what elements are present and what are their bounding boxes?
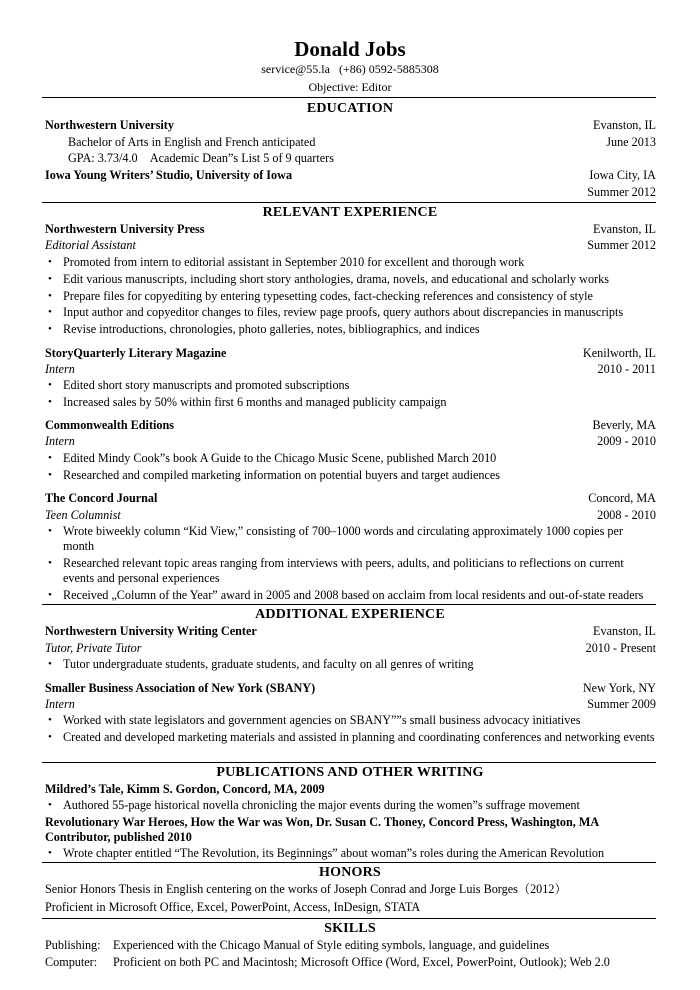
org-location: Beverly, MA <box>592 418 656 432</box>
list-item: • Wrote chapter entitled “The Revolution, its Beginnings” about woman”s roles during the American Revolution <box>63 846 604 861</box>
school-location: Iowa City, IA <box>589 168 656 182</box>
skill-value: Proficient on both PC and Macintosh; Microsoft Office (Word, Excel, PowerPoint, Outlook); Web 2.0 <box>113 955 610 969</box>
list-item: • Edited short story manuscripts and promoted subscriptions <box>63 378 349 393</box>
job-date: 2008 - 2010 <box>597 508 656 522</box>
contact-line <box>0 62 700 77</box>
candidate-name: Donald Jobs <box>294 37 406 61</box>
section-divider <box>42 202 656 203</box>
org-location: Evanston, IL <box>593 222 656 236</box>
job-role: Intern <box>45 697 75 711</box>
job-date: Summer 2009 <box>587 697 656 711</box>
honor-item: Proficient in Microsoft Office, Excel, PowerPoint, Access, InDesign, STATA <box>45 900 421 914</box>
org-name: Smaller Business Association of New York (SBANY) <box>45 681 316 695</box>
skill-label: Computer: <box>45 955 98 969</box>
honor-item: Senior Honors Thesis in English centering on the works of Joseph Conrad and Jorge Luis Borges（2012） <box>45 882 567 896</box>
list-item: • Researched relevant topic areas ranging from interviews with peers, adults, and politicians to reflections on current events and personal experiences <box>63 556 656 586</box>
school-location: Evanston, IL <box>593 118 656 132</box>
org-name: The Concord Journal <box>45 491 158 505</box>
org-name: Northwestern University Press <box>45 222 205 236</box>
list-item: • Tutor undergraduate students, graduate students, and faculty on all genres of writing <box>63 657 474 672</box>
org-location: Concord, MA <box>588 491 656 505</box>
job-role: Tutor, Private Tutor <box>45 641 142 655</box>
email: service@55.la <box>261 62 330 76</box>
org-name: Commonwealth Editions <box>45 418 174 432</box>
list-item: • Revise introductions, chronologies, photo galleries, notes, bibliographics, and indices <box>63 322 480 337</box>
deans-list: Academic Dean”s List 5 of 9 quarters <box>149 151 334 165</box>
degree-date: June 2013 <box>606 135 656 149</box>
list-item: • Created and developed marketing materials and assisted in planning and coordinating conferences and networking events <box>63 730 656 745</box>
list-item: • Input author and copyeditor changes to files, review page proofs, query authors about discrepancies in manuscripts <box>63 305 623 320</box>
school-date: Summer 2012 <box>587 185 656 199</box>
job-role: Teen Columnist <box>45 508 121 522</box>
list-item: • Prepare files for copyediting by entering typesetting codes, fact-checking references and consistency of style <box>63 289 593 304</box>
org-name: StoryQuarterly Literary Magazine <box>45 346 227 360</box>
job-date: 2010 - 2011 <box>597 362 656 376</box>
section-divider <box>42 97 656 98</box>
list-item: • Worked with state legislators and government agencies on SBANY””s small business advocacy initiatives <box>63 713 581 728</box>
publication-title: Mildred’s Tale, Kimm S. Gordon, Concord, MA, 2009 <box>45 782 325 796</box>
job-date: 2010 - Present <box>585 641 656 655</box>
section-divider <box>42 862 656 863</box>
list-item: • Edited Mindy Cook”s book A Guide to the Chicago Music Scene, published March 2010 <box>63 451 496 466</box>
skill-value: Experienced with the Chicago Manual of Style editing symbols, language, and guidelines <box>113 938 550 952</box>
school-name: Iowa Young Writers’ Studio, University of Iowa <box>45 168 293 182</box>
org-location: Evanston, IL <box>593 624 656 638</box>
list-item: • Promoted from intern to editorial assistant in September 2010 for excellent and thorough work <box>63 255 524 270</box>
list-item: • Wrote biweekly column “Kid View,” consisting of 700–1000 words and circulating approximately 1000 copies per month <box>63 524 656 554</box>
section-heading-skills: SKILLS <box>324 921 376 936</box>
org-location: New York, NY <box>582 681 656 695</box>
list-item: • Edit various manuscripts, including short story anthologies, drama, novels, and educational and scholarly works <box>63 272 609 287</box>
job-role: Editorial Assistant <box>45 238 136 252</box>
job-date: Summer 2012 <box>587 238 656 252</box>
list-item: • Received „Column of the Year” award in 2005 and 2008 based on acclaim from local residents and out-of-state readers <box>63 588 643 603</box>
section-heading-relevant-experience: RELEVANT EXPERIENCE <box>262 205 438 220</box>
section-heading-publications: PUBLICATIONS AND OTHER WRITING <box>216 765 484 780</box>
skill-label: Publishing: <box>45 938 101 952</box>
gpa: GPA: 3.73/4.0 <box>68 151 138 165</box>
school-name: Northwestern University <box>45 118 174 132</box>
phone: (+86) 0592-5885308 <box>338 62 439 76</box>
gpa-line <box>68 151 334 166</box>
publication-title: Revolutionary War Heroes, How the War was Won, Dr. Susan C. Thoney, Concord Press, Washington, MA Contributor, published 2010 <box>45 815 599 844</box>
org-name: Northwestern University Writing Center <box>45 624 257 638</box>
list-item: • Authored 55-page historical novella chronicling the major events during the women”s suffrage movement <box>63 798 580 813</box>
list-item: • Increased sales by 50% within first 6 months and managed publicity campaign <box>63 395 446 410</box>
section-divider <box>42 762 656 763</box>
job-date: 2009 - 2010 <box>597 434 656 448</box>
section-divider <box>42 604 656 605</box>
section-divider <box>42 918 656 919</box>
section-heading-education: EDUCATION <box>306 101 394 116</box>
section-heading-honors: HONORS <box>319 865 381 880</box>
list-item: • Researched and compiled marketing information on potential buyers and target audiences <box>63 468 500 483</box>
job-role: Intern <box>45 434 75 448</box>
objective: Objective: Editor <box>308 80 392 94</box>
section-heading-additional-experience: ADDITIONAL EXPERIENCE <box>255 607 445 622</box>
job-role: Intern <box>45 362 75 376</box>
org-location: Kenilworth, IL <box>582 346 656 360</box>
degree: Bachelor of Arts in English and French anticipated <box>68 135 316 149</box>
